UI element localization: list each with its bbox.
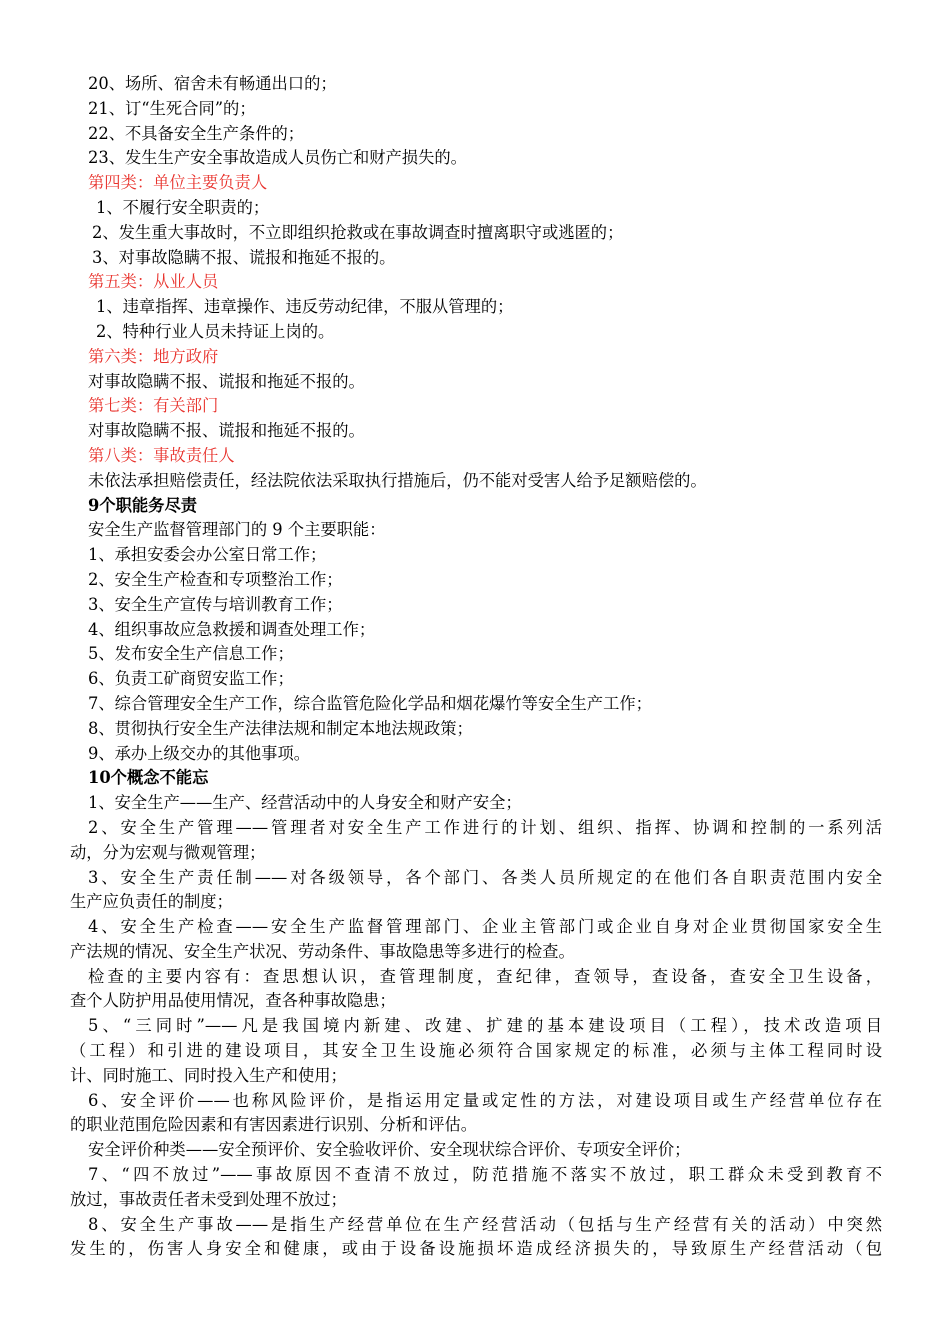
text-line: 8、安全生产事故——是指生产经营单位在生产经营活动（包括与生产经营有关的活动）中突然 xyxy=(88,1214,882,1234)
text-line: 5、发布安全生产信息工作； xyxy=(88,644,294,664)
text-line: 8、贯彻执行安全生产法律法规和制定本地法规政策； xyxy=(88,718,473,738)
text-line: 2、特种行业人员未持证上岗的。 xyxy=(96,321,335,341)
text-line: 3、安全生产责任制——对各级领导，各个部门、各类人员所规定的在他们各自职责范围内安全 xyxy=(88,867,882,887)
text-line: 1、安全生产——生产、经营活动中的人身安全和财产安全； xyxy=(88,793,522,813)
section-heading: 第八类：事故责任人 xyxy=(88,445,235,465)
text-line: 对事故隐瞒不报、谎报和拖延不报的。 xyxy=(88,421,365,441)
text-line: 4、组织事故应急救援和调查处理工作； xyxy=(88,619,376,639)
text-line: 6、负责工矿商贸安监工作； xyxy=(88,669,294,689)
text-line: 安全生产监督管理部门的 9 个主要职能： xyxy=(88,520,386,540)
text-line: 1、不履行安全职责的； xyxy=(96,197,270,217)
text-line: 3、安全生产宣传与培训教育工作； xyxy=(88,594,343,614)
text-line: 放过，事故责任者未受到处理不放过； xyxy=(70,1189,347,1209)
section-heading: 第七类：有关部门 xyxy=(88,396,219,416)
text-line: （工程）和引进的建设项目，其安全卫生设施必须符合国家规定的标准，必须与主体工程同时设 xyxy=(70,1041,882,1061)
section-title: 9个职能务尽责 xyxy=(88,495,198,515)
text-line: 动，分为宏观与微观管理； xyxy=(70,842,266,862)
text-line: 23、发生生产安全事故造成人员伤亡和财产损失的。 xyxy=(88,148,467,168)
text-line: 21、订“生死合同”的； xyxy=(88,98,256,118)
text-line: 安全评价种类——安全预评价、安全验收评价、安全现状综合评价、专项安全评价； xyxy=(88,1140,691,1160)
text-line: 查个人防护用品使用情况，查各种事故隐患； xyxy=(70,991,396,1011)
text-line: 4、安全生产检查——安全生产监督管理部门、企业主管部门或企业自身对企业贯彻国家安全生 xyxy=(88,917,882,937)
text-line: 发生的，伤害人身安全和健康，或由于设备设施损坏造成经济损失的，导致原生产经营活动（包 xyxy=(70,1239,882,1259)
document-body xyxy=(70,72,882,1262)
text-line: 检查的主要内容有：查思想认识，查管理制度，查纪律，查领导，查设备，查安全卫生设备， xyxy=(88,966,882,986)
text-line: 22、不具备安全生产条件的； xyxy=(88,123,305,143)
text-line: 计、同时施工、同时投入生产和使用； xyxy=(70,1065,347,1085)
text-line: 1、违章指挥、违章操作、违反劳动纪律，不服从管理的； xyxy=(96,297,514,317)
text-line: 7、“四不放过”——事故原因不查清不放过，防范措施不落实不放过，职工群众未受到教育不 xyxy=(88,1165,882,1185)
section-heading: 第六类：地方政府 xyxy=(88,346,219,366)
text-line: 5、“三同时”——凡是我国境内新建、改建、扩建的基本建设项目（工程），技术改造项目 xyxy=(88,1016,882,1036)
text-line: 未依法承担赔偿责任，经法院依法采取执行措施后，仍不能对受害人给予足额赔偿的。 xyxy=(88,470,707,490)
text-line: 6、安全评价——也称风险评价，是指运用定量或定性的方法，对建设项目或生产经营单位存在 xyxy=(88,1090,882,1110)
section-title: 10个概念不能忘 xyxy=(88,768,209,788)
text-line: 产法规的情况、安全生产状况、劳动条件、事故隐患等多进行的检查。 xyxy=(70,941,575,961)
text-line: 对事故隐瞒不报、谎报和拖延不报的。 xyxy=(88,371,365,391)
text-line: 7、综合管理安全生产工作，综合监管危险化学品和烟花爆竹等安全生产工作； xyxy=(88,693,652,713)
text-line: 9、承办上级交办的其他事项。 xyxy=(88,743,311,763)
section-heading: 第四类：单位主要负责人 xyxy=(88,173,268,193)
text-line: 2、安全生产检查和专项整治工作； xyxy=(88,569,343,589)
text-line: 2、发生重大事故时，不立即组织抢救或在事故调查时擅离职守或逃匿的； xyxy=(92,222,624,242)
text-line: 生产应负责任的制度； xyxy=(70,892,233,912)
text-line: 1、承担安委会办公室日常工作； xyxy=(88,545,327,565)
text-line: 2、安全生产管理——管理者对安全生产工作进行的计划、组织、指挥、协调和控制的一系列活 xyxy=(88,817,882,837)
text-line: 的职业范围危险因素和有害因素进行识别、分析和评估。 xyxy=(70,1115,478,1135)
text-line: 20、场所、宿舍未有畅通出口的； xyxy=(88,74,337,93)
text-line: 3、对事故隐瞒不报、谎报和拖延不报的。 xyxy=(92,247,396,267)
section-heading: 第五类：从业人员 xyxy=(88,272,219,292)
